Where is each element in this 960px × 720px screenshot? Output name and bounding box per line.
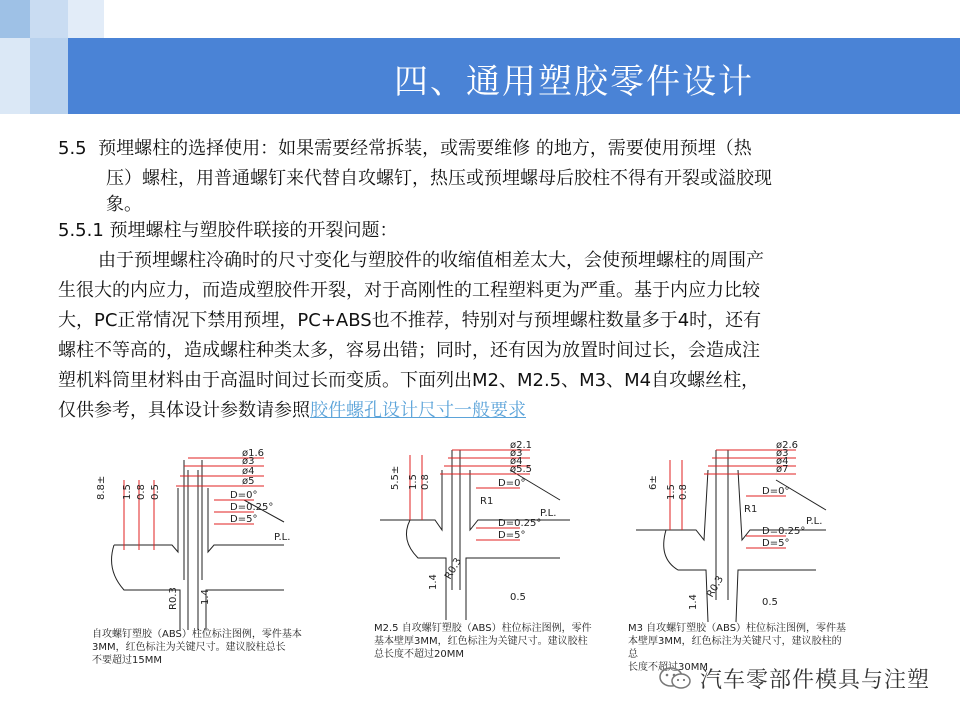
angle-label: D=5° [498,530,526,541]
side-dim-label: 0.8 [420,474,431,490]
dim-top-label: ø4 [776,456,789,467]
slide-body [58,134,908,426]
decor-square [68,0,104,38]
side-dim-label: 1.5 [408,474,419,490]
side-dim-label: 5.5± [390,465,401,490]
dim-top-label: ø4 [510,456,523,467]
watermark-text: 汽车零部件模具与注塑 [699,667,930,693]
side-dim-label: R1 [744,504,758,515]
dim-top-label: ø3 [776,448,789,459]
angle-label: D=0.25° [762,526,806,537]
caption-line: 基本壁厚3MM，红色标注为关键尺寸。建议胶柱 [374,636,588,647]
section-number: 5.5 [58,138,87,159]
paragraph-line: 生很大的内应力，而造成塑胶件开裂，对于高刚性的工程塑料更为严重。基于内应力比较 [58,280,760,301]
title-bar [68,38,960,114]
dim-top-label: ø5 [242,476,255,487]
side-dim-label: 0.8 [678,484,689,500]
angle-label: D=0.25° [498,518,542,529]
side-dim-label: 0.5 [150,484,161,500]
dim-top-label: ø3 [510,448,523,459]
angle-label: D=0° [230,490,258,501]
caption-line: 长度不超过30MM [628,662,708,673]
caption-line: 本壁厚3MM，红色标注为关键尺寸，建议胶柱的总 [628,636,842,660]
paragraph-line: 由于预埋螺柱冷确时的尺寸变化与塑胶件的收缩值相差太大，会使预埋螺柱的周围产 [98,250,764,271]
dim-top-label: ø3 [242,456,255,467]
side-dim-label: R1 [480,496,494,507]
side-dim-label: 1.5 [666,484,677,500]
wechat-icon [658,666,692,690]
caption-line: 自攻螺钉塑胶（ABS）柱位标注图例，零件基本 [92,629,302,640]
dim-top-label: ø2.1 [510,440,533,451]
paragraph-text: 仅供参考，具体设计参数请参照 [58,400,310,421]
side-dim-label: 8.8± [96,475,107,500]
bottom-dim-label: 0.5 [762,597,778,608]
section-5-5-line [58,134,908,164]
side-dim-label: 6± [648,475,659,490]
caption-line: 总长度不超过20MM [374,649,464,660]
side-dim-label: 0.8 [136,484,147,500]
bottom-dim-label: 0.5 [510,592,526,603]
parting-line-label: P.L. [540,508,557,519]
caption-line: 不要超过15MM [92,655,162,666]
side-dim-label: 1.5 [122,484,133,500]
angle-label: D=0° [498,478,526,489]
angle-label: D=0.25° [230,502,274,513]
dim-top-label: ø4 [242,466,255,477]
paragraph-line: 塑机料筒里材料由于高温时间过长而变质。下面列出M2、M2.5、M3、M4自攻螺丝柱， [58,370,760,391]
drawing-caption-m2 [92,628,312,667]
decor-square [30,0,68,38]
decor-square [0,0,30,38]
section-5-5-line: 压）螺柱，用普通螺钉来代替自攻螺钉，热压或预埋螺母后胶柱不得有开裂或溢胶现 [106,168,772,189]
bottom-dim-label: 1.4 [688,594,699,610]
bottom-dim-label: R0.3 [705,574,727,600]
bottom-dim-label: R0.3 [168,587,179,610]
paragraph-line: 大，PC正常情况下禁用预埋，PC+ABS也不推荐，特别对与预埋螺柱数量多于4时，还有 [58,310,762,331]
bottom-dim-label: 1.4 [200,589,211,605]
caption-line: 3MM，红色标注为关键尺寸。建议胶柱总长 [92,642,286,653]
angle-label: D=5° [762,538,790,549]
design-reference-link[interactable]: 胶件螺孔设计尺寸一般要求 [310,400,526,421]
drawing-caption-m2-5 [374,622,594,661]
section-5-5-1-heading: 5.5.1 预埋螺柱与塑胶件联接的开裂问题： [58,220,398,241]
page-title: 四、通用塑胶零件设计 [394,62,754,102]
dim-top-label: ø7 [776,464,789,475]
bottom-dim-label: 1.4 [428,574,439,590]
section-5-5-line: 象。 [106,194,142,215]
paragraph-line: 螺柱不等高的，造成螺柱种类太多，容易出错；同时，还有因为放置时间过长，会造成注 [58,340,760,361]
caption-line: M2.5 自攻螺钉塑胶（ABS）柱位标注图例，零件 [374,623,592,634]
angle-label: D=5° [230,514,258,525]
paragraph-line [58,396,908,426]
parting-line-label: P.L. [806,516,823,527]
caption-line: M3 自攻螺钉塑胶（ABS）柱位标注图例，零件基 [628,623,847,634]
dim-top-label: ø1.6 [242,448,265,459]
section-text: 预埋螺柱的选择使用：如果需要经常拆装，或需要维修 的地方，需要使用预埋（热 [98,138,752,159]
dim-top-label: ø2.6 [776,440,799,451]
angle-label: D=0° [762,486,790,497]
parting-line-label: P.L. [274,532,291,543]
decor-square [0,38,30,114]
bottom-dim-label: R0.3 [443,556,465,582]
wechat-watermark [658,663,930,693]
dim-top-label: ø5.5 [510,464,533,475]
